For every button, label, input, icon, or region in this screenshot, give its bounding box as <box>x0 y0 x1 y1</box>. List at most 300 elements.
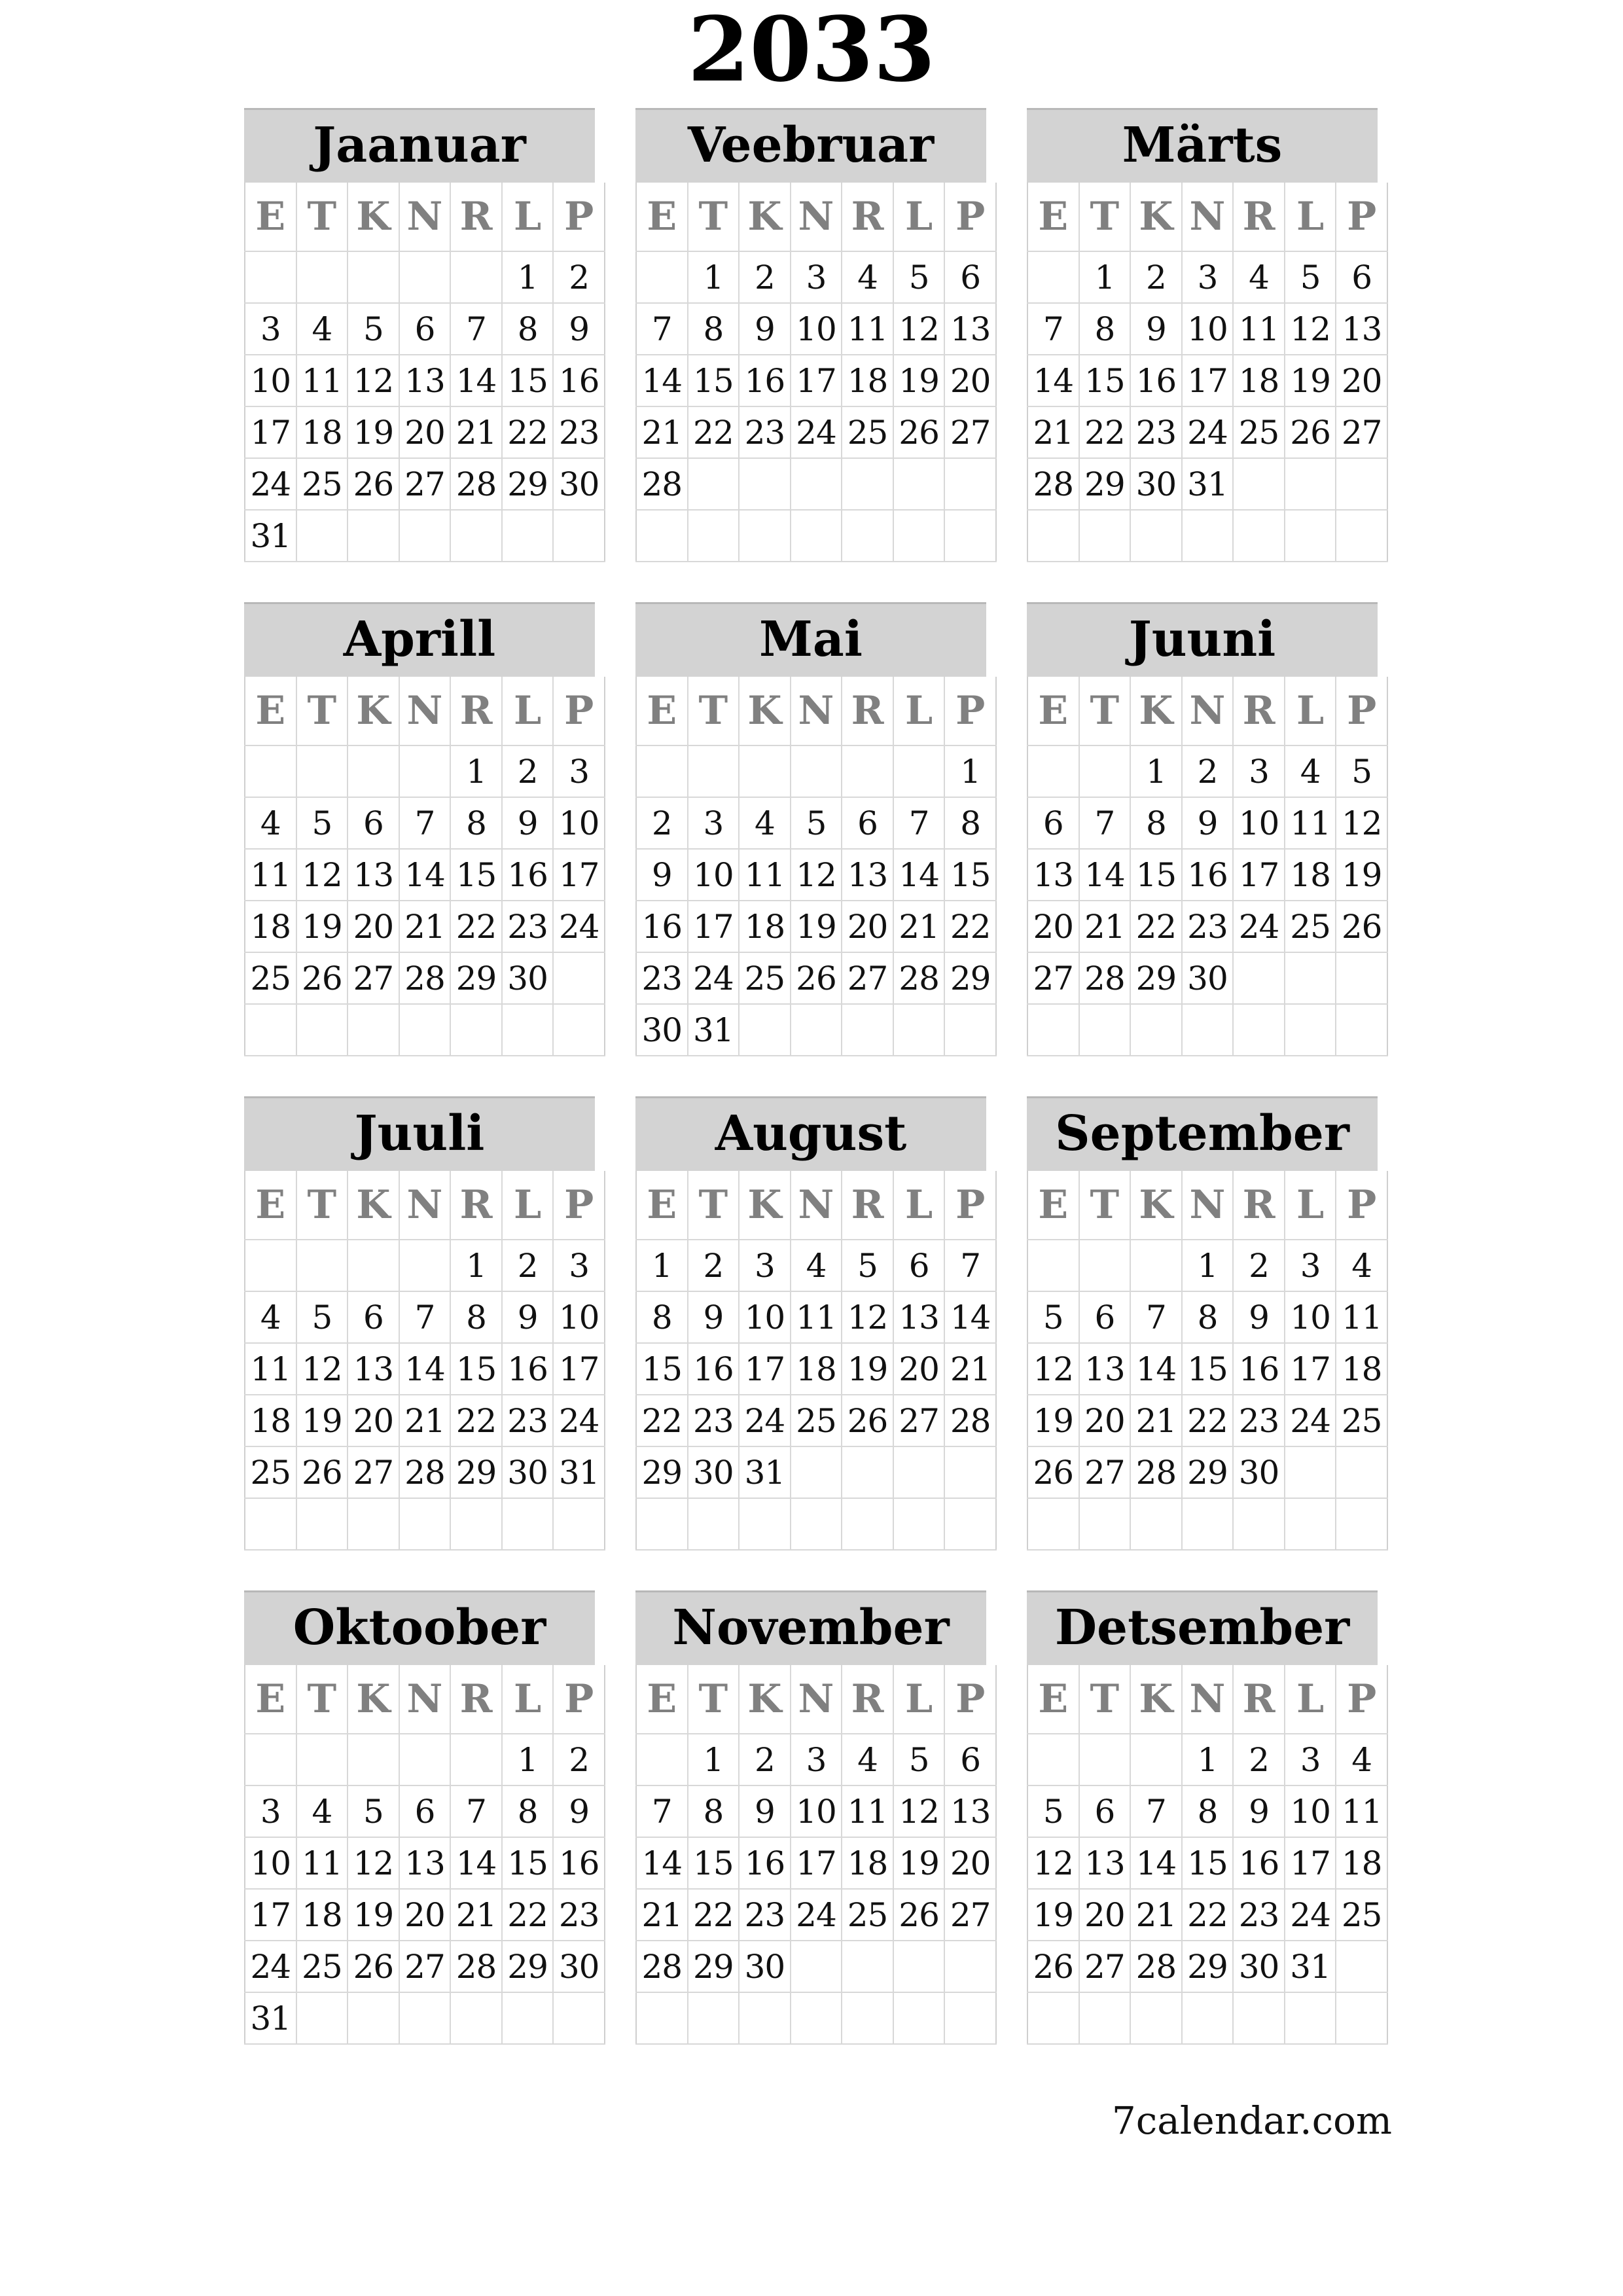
day-cell: 14 <box>636 1837 688 1889</box>
day-cell: 27 <box>1079 1941 1131 1992</box>
month-days-table <box>244 183 605 562</box>
weekday-label: N <box>1182 1171 1234 1240</box>
day-cell: 12 <box>348 1837 399 1889</box>
empty-day-cell <box>893 1446 945 1498</box>
week-row <box>245 901 605 952</box>
day-cell: 31 <box>688 1004 740 1056</box>
day-cell: 30 <box>502 1446 554 1498</box>
day-cell: 26 <box>1027 1941 1079 1992</box>
calendar-grid <box>244 108 1382 2045</box>
day-cell: 19 <box>842 1343 893 1395</box>
day-cell: 7 <box>1130 1291 1182 1343</box>
day-cell: 22 <box>450 1395 502 1446</box>
empty-day-cell <box>1130 510 1182 562</box>
month-block <box>1027 1096 1382 1551</box>
weekday-label: E <box>636 183 688 251</box>
week-row <box>1027 1240 1387 1291</box>
empty-day-cell <box>1027 745 1079 797</box>
day-cell: 24 <box>553 901 605 952</box>
day-cell: 17 <box>688 901 740 952</box>
empty-day-cell <box>944 1446 996 1498</box>
day-cell: 9 <box>636 849 688 901</box>
weekday-label: L <box>502 1171 554 1240</box>
empty-day-cell <box>348 510 399 562</box>
day-cell: 26 <box>842 1395 893 1446</box>
weekday-label: R <box>450 183 502 251</box>
day-cell: 13 <box>348 849 399 901</box>
day-cell: 12 <box>1027 1343 1079 1395</box>
day-cell: 21 <box>450 1889 502 1941</box>
day-cell: 4 <box>791 1240 842 1291</box>
day-cell: 14 <box>636 355 688 406</box>
month-days-table <box>1027 1665 1388 2045</box>
day-cell: 20 <box>348 1395 399 1446</box>
day-cell: 8 <box>1079 303 1131 355</box>
empty-day-cell <box>553 1992 605 2044</box>
weekday-label: L <box>893 1665 945 1734</box>
week-row <box>245 1889 605 1941</box>
empty-day-cell <box>348 1992 399 2044</box>
empty-day-cell <box>450 1734 502 1785</box>
week-row <box>636 251 996 303</box>
week-row <box>245 1941 605 1992</box>
day-cell: 22 <box>1079 406 1131 458</box>
empty-day-cell <box>944 1992 996 2044</box>
day-cell: 26 <box>348 1941 399 1992</box>
weekday-row <box>1027 1171 1387 1240</box>
day-cell: 30 <box>688 1446 740 1498</box>
day-cell: 7 <box>450 1785 502 1837</box>
day-cell: 28 <box>1079 952 1131 1004</box>
day-cell: 12 <box>1027 1837 1079 1889</box>
empty-day-cell <box>893 510 945 562</box>
weekday-row <box>636 677 996 745</box>
day-cell: 4 <box>739 797 791 849</box>
day-cell: 20 <box>1079 1395 1131 1446</box>
day-cell: 13 <box>399 355 451 406</box>
empty-day-cell <box>245 1240 296 1291</box>
day-cell: 3 <box>1285 1240 1336 1291</box>
day-cell: 2 <box>739 251 791 303</box>
weekday-label: N <box>399 1665 451 1734</box>
empty-day-cell <box>1027 1734 1079 1785</box>
week-row <box>636 1343 996 1395</box>
weekday-label: P <box>944 1665 996 1734</box>
day-cell: 15 <box>1182 1837 1234 1889</box>
day-cell: 30 <box>636 1004 688 1056</box>
day-cell: 7 <box>1079 797 1131 849</box>
day-cell: 26 <box>1336 901 1387 952</box>
day-cell: 21 <box>1130 1395 1182 1446</box>
week-row <box>1027 1004 1387 1056</box>
month-name: Detsember <box>1027 1590 1378 1665</box>
empty-day-cell <box>1336 1941 1387 1992</box>
week-row <box>1027 849 1387 901</box>
day-cell: 15 <box>450 1343 502 1395</box>
empty-day-cell <box>944 1498 996 1550</box>
weekday-label: P <box>553 677 605 745</box>
empty-day-cell <box>893 1004 945 1056</box>
day-cell: 21 <box>1130 1889 1182 1941</box>
day-cell: 20 <box>348 901 399 952</box>
day-cell: 11 <box>739 849 791 901</box>
empty-day-cell <box>502 1992 554 2044</box>
day-cell: 14 <box>450 355 502 406</box>
weekday-row <box>1027 183 1387 251</box>
empty-day-cell <box>791 745 842 797</box>
empty-day-cell <box>1336 952 1387 1004</box>
weekday-label: E <box>1027 1665 1079 1734</box>
day-cell: 28 <box>636 1941 688 1992</box>
empty-day-cell <box>450 1992 502 2044</box>
week-row <box>245 1837 605 1889</box>
empty-day-cell <box>348 251 399 303</box>
week-row <box>636 849 996 901</box>
day-cell: 12 <box>348 355 399 406</box>
month-block <box>244 1590 599 2045</box>
empty-day-cell <box>893 458 945 510</box>
empty-day-cell <box>1285 1004 1336 1056</box>
day-cell: 6 <box>348 797 399 849</box>
day-cell: 11 <box>296 355 348 406</box>
week-row <box>245 1734 605 1785</box>
day-cell: 28 <box>893 952 945 1004</box>
empty-day-cell <box>245 1498 296 1550</box>
day-cell: 16 <box>502 1343 554 1395</box>
day-cell: 23 <box>1130 406 1182 458</box>
empty-day-cell <box>944 458 996 510</box>
week-row <box>636 1004 996 1056</box>
weekday-label: N <box>791 677 842 745</box>
day-cell: 3 <box>553 745 605 797</box>
day-cell: 14 <box>399 849 451 901</box>
day-cell: 25 <box>245 1446 296 1498</box>
day-cell: 14 <box>1027 355 1079 406</box>
day-cell: 23 <box>688 1395 740 1446</box>
weekday-label: R <box>450 677 502 745</box>
day-cell: 24 <box>791 406 842 458</box>
day-cell: 13 <box>893 1291 945 1343</box>
empty-day-cell <box>688 745 740 797</box>
day-cell: 23 <box>502 901 554 952</box>
day-cell: 28 <box>944 1395 996 1446</box>
weekday-label: R <box>1233 1665 1285 1734</box>
week-row <box>245 1343 605 1395</box>
empty-day-cell <box>1130 1498 1182 1550</box>
day-cell: 20 <box>1336 355 1387 406</box>
day-cell: 14 <box>893 849 945 901</box>
empty-day-cell <box>842 510 893 562</box>
day-cell: 29 <box>636 1446 688 1498</box>
day-cell: 26 <box>893 406 945 458</box>
day-cell: 7 <box>636 1785 688 1837</box>
day-cell: 8 <box>688 1785 740 1837</box>
day-cell: 18 <box>296 406 348 458</box>
empty-day-cell <box>1182 1004 1234 1056</box>
day-cell: 31 <box>739 1446 791 1498</box>
empty-day-cell <box>1027 1004 1079 1056</box>
day-cell: 24 <box>1233 901 1285 952</box>
day-cell: 31 <box>1182 458 1234 510</box>
week-row <box>636 1395 996 1446</box>
empty-day-cell <box>791 1941 842 1992</box>
day-cell: 15 <box>450 849 502 901</box>
day-cell: 21 <box>944 1343 996 1395</box>
day-cell: 5 <box>348 303 399 355</box>
empty-day-cell <box>893 1498 945 1550</box>
weekday-row <box>636 1665 996 1734</box>
day-cell: 15 <box>502 1837 554 1889</box>
day-cell: 28 <box>399 952 451 1004</box>
weekday-label: K <box>739 1171 791 1240</box>
empty-day-cell <box>688 458 740 510</box>
day-cell: 1 <box>944 745 996 797</box>
day-cell: 28 <box>450 458 502 510</box>
day-cell: 31 <box>1285 1941 1336 1992</box>
day-cell: 1 <box>502 251 554 303</box>
empty-day-cell <box>296 1734 348 1785</box>
day-cell: 14 <box>1130 1837 1182 1889</box>
weekday-label: L <box>1285 1171 1336 1240</box>
day-cell: 27 <box>944 1889 996 1941</box>
day-cell: 22 <box>502 406 554 458</box>
day-cell: 19 <box>1285 355 1336 406</box>
day-cell: 18 <box>791 1343 842 1395</box>
weekday-label: P <box>553 183 605 251</box>
day-cell: 6 <box>399 303 451 355</box>
day-cell: 8 <box>450 1291 502 1343</box>
week-row <box>636 1240 996 1291</box>
day-cell: 5 <box>893 1734 945 1785</box>
weekday-label: N <box>399 183 451 251</box>
weekday-label: T <box>296 1171 348 1240</box>
day-cell: 10 <box>245 355 296 406</box>
month-name: Juuli <box>244 1096 595 1171</box>
month-name: Jaanuar <box>244 108 595 183</box>
day-cell: 24 <box>1285 1889 1336 1941</box>
empty-day-cell <box>1285 1498 1336 1550</box>
day-cell: 30 <box>1233 1941 1285 1992</box>
empty-day-cell <box>1079 1498 1131 1550</box>
day-cell: 13 <box>1079 1837 1131 1889</box>
empty-day-cell <box>688 1992 740 2044</box>
weekday-label: N <box>791 1171 842 1240</box>
empty-day-cell <box>399 745 451 797</box>
empty-day-cell <box>842 1941 893 1992</box>
empty-day-cell <box>739 1992 791 2044</box>
day-cell: 16 <box>636 901 688 952</box>
weekday-label: R <box>450 1665 502 1734</box>
day-cell: 21 <box>450 406 502 458</box>
day-cell: 5 <box>842 1240 893 1291</box>
day-cell: 11 <box>842 303 893 355</box>
month-name: Oktoober <box>244 1590 595 1665</box>
month-block <box>244 602 599 1057</box>
empty-day-cell <box>1027 1992 1079 2044</box>
day-cell: 5 <box>1027 1291 1079 1343</box>
day-cell: 30 <box>739 1941 791 1992</box>
day-cell: 8 <box>502 303 554 355</box>
day-cell: 26 <box>348 458 399 510</box>
empty-day-cell <box>1027 1498 1079 1550</box>
day-cell: 10 <box>1233 797 1285 849</box>
empty-day-cell <box>944 1004 996 1056</box>
weekday-label: K <box>739 183 791 251</box>
empty-day-cell <box>399 1734 451 1785</box>
day-cell: 28 <box>1027 458 1079 510</box>
weekday-label: P <box>553 1171 605 1240</box>
empty-day-cell <box>245 251 296 303</box>
weekday-label: K <box>1130 1665 1182 1734</box>
week-row <box>1027 355 1387 406</box>
day-cell: 24 <box>553 1395 605 1446</box>
day-cell: 5 <box>296 797 348 849</box>
day-cell: 14 <box>450 1837 502 1889</box>
day-cell: 21 <box>636 1889 688 1941</box>
day-cell: 22 <box>944 901 996 952</box>
empty-day-cell <box>1130 1734 1182 1785</box>
empty-day-cell <box>450 251 502 303</box>
day-cell: 13 <box>944 303 996 355</box>
day-cell: 26 <box>893 1889 945 1941</box>
weekday-label: R <box>842 677 893 745</box>
week-row <box>636 797 996 849</box>
day-cell: 24 <box>1285 1395 1336 1446</box>
weekday-label: L <box>502 677 554 745</box>
day-cell: 10 <box>791 1785 842 1837</box>
day-cell: 7 <box>893 797 945 849</box>
empty-day-cell <box>348 1004 399 1056</box>
day-cell: 5 <box>296 1291 348 1343</box>
empty-day-cell <box>636 745 688 797</box>
day-cell: 30 <box>1233 1446 1285 1498</box>
weekday-label: T <box>296 183 348 251</box>
empty-day-cell <box>893 745 945 797</box>
empty-day-cell <box>296 1240 348 1291</box>
empty-day-cell <box>1027 251 1079 303</box>
day-cell: 4 <box>296 1785 348 1837</box>
week-row <box>636 952 996 1004</box>
day-cell: 18 <box>245 1395 296 1446</box>
day-cell: 24 <box>1182 406 1234 458</box>
day-cell: 4 <box>1233 251 1285 303</box>
empty-day-cell <box>791 1004 842 1056</box>
day-cell: 6 <box>893 1240 945 1291</box>
day-cell: 16 <box>1233 1837 1285 1889</box>
day-cell: 17 <box>1285 1343 1336 1395</box>
day-cell: 23 <box>553 406 605 458</box>
day-cell: 6 <box>944 1734 996 1785</box>
day-cell: 18 <box>245 901 296 952</box>
day-cell: 7 <box>399 797 451 849</box>
day-cell: 28 <box>399 1446 451 1498</box>
day-cell: 12 <box>842 1291 893 1343</box>
day-cell: 8 <box>1182 1785 1234 1837</box>
week-row <box>636 1498 996 1550</box>
day-cell: 20 <box>1027 901 1079 952</box>
weekday-label: K <box>739 677 791 745</box>
weekday-label: N <box>1182 677 1234 745</box>
month-block <box>244 108 599 563</box>
weekday-label: E <box>245 1665 296 1734</box>
day-cell: 8 <box>1182 1291 1234 1343</box>
week-row <box>245 303 605 355</box>
week-row <box>1027 1343 1387 1395</box>
day-cell: 23 <box>502 1395 554 1446</box>
day-cell: 16 <box>1182 849 1234 901</box>
day-cell: 4 <box>842 251 893 303</box>
day-cell: 14 <box>399 1343 451 1395</box>
weekday-label: R <box>842 183 893 251</box>
month-days-table <box>635 1665 997 2045</box>
day-cell: 25 <box>1336 1889 1387 1941</box>
month-block <box>1027 1590 1382 2045</box>
day-cell: 5 <box>1285 251 1336 303</box>
day-cell: 2 <box>553 251 605 303</box>
week-row <box>1027 1291 1387 1343</box>
day-cell: 9 <box>1130 303 1182 355</box>
day-cell: 10 <box>739 1291 791 1343</box>
weekday-label: N <box>1182 183 1234 251</box>
week-row <box>636 458 996 510</box>
day-cell: 19 <box>296 901 348 952</box>
week-row <box>1027 1446 1387 1498</box>
weekday-label: T <box>296 677 348 745</box>
empty-day-cell <box>296 251 348 303</box>
day-cell: 6 <box>842 797 893 849</box>
day-cell: 2 <box>1233 1734 1285 1785</box>
day-cell: 31 <box>245 1992 296 2044</box>
weekday-label: T <box>1079 1171 1131 1240</box>
weekday-label: N <box>399 1171 451 1240</box>
empty-day-cell <box>450 1498 502 1550</box>
day-cell: 25 <box>296 1941 348 1992</box>
day-cell: 16 <box>502 849 554 901</box>
empty-day-cell <box>1182 1992 1234 2044</box>
day-cell: 9 <box>1233 1291 1285 1343</box>
day-cell: 21 <box>1079 901 1131 952</box>
day-cell: 7 <box>636 303 688 355</box>
day-cell: 12 <box>1336 797 1387 849</box>
day-cell: 10 <box>245 1837 296 1889</box>
day-cell: 2 <box>688 1240 740 1291</box>
weekday-label: E <box>1027 1171 1079 1240</box>
week-row <box>636 1446 996 1498</box>
weekday-label: P <box>1336 677 1387 745</box>
day-cell: 5 <box>791 797 842 849</box>
week-row <box>1027 1941 1387 1992</box>
day-cell: 25 <box>296 458 348 510</box>
day-cell: 30 <box>553 458 605 510</box>
weekday-label: K <box>1130 1171 1182 1240</box>
day-cell: 26 <box>1027 1446 1079 1498</box>
day-cell: 29 <box>1130 952 1182 1004</box>
empty-day-cell <box>893 1941 945 1992</box>
weekday-label: K <box>1130 183 1182 251</box>
day-cell: 26 <box>296 952 348 1004</box>
day-cell: 7 <box>1027 303 1079 355</box>
empty-day-cell <box>399 1004 451 1056</box>
day-cell: 11 <box>296 1837 348 1889</box>
empty-day-cell <box>1233 1004 1285 1056</box>
week-row <box>1027 901 1387 952</box>
day-cell: 19 <box>1027 1395 1079 1446</box>
empty-day-cell <box>1336 510 1387 562</box>
empty-day-cell <box>1285 1992 1336 2044</box>
empty-day-cell <box>842 1992 893 2044</box>
day-cell: 10 <box>688 849 740 901</box>
day-cell: 23 <box>739 1889 791 1941</box>
